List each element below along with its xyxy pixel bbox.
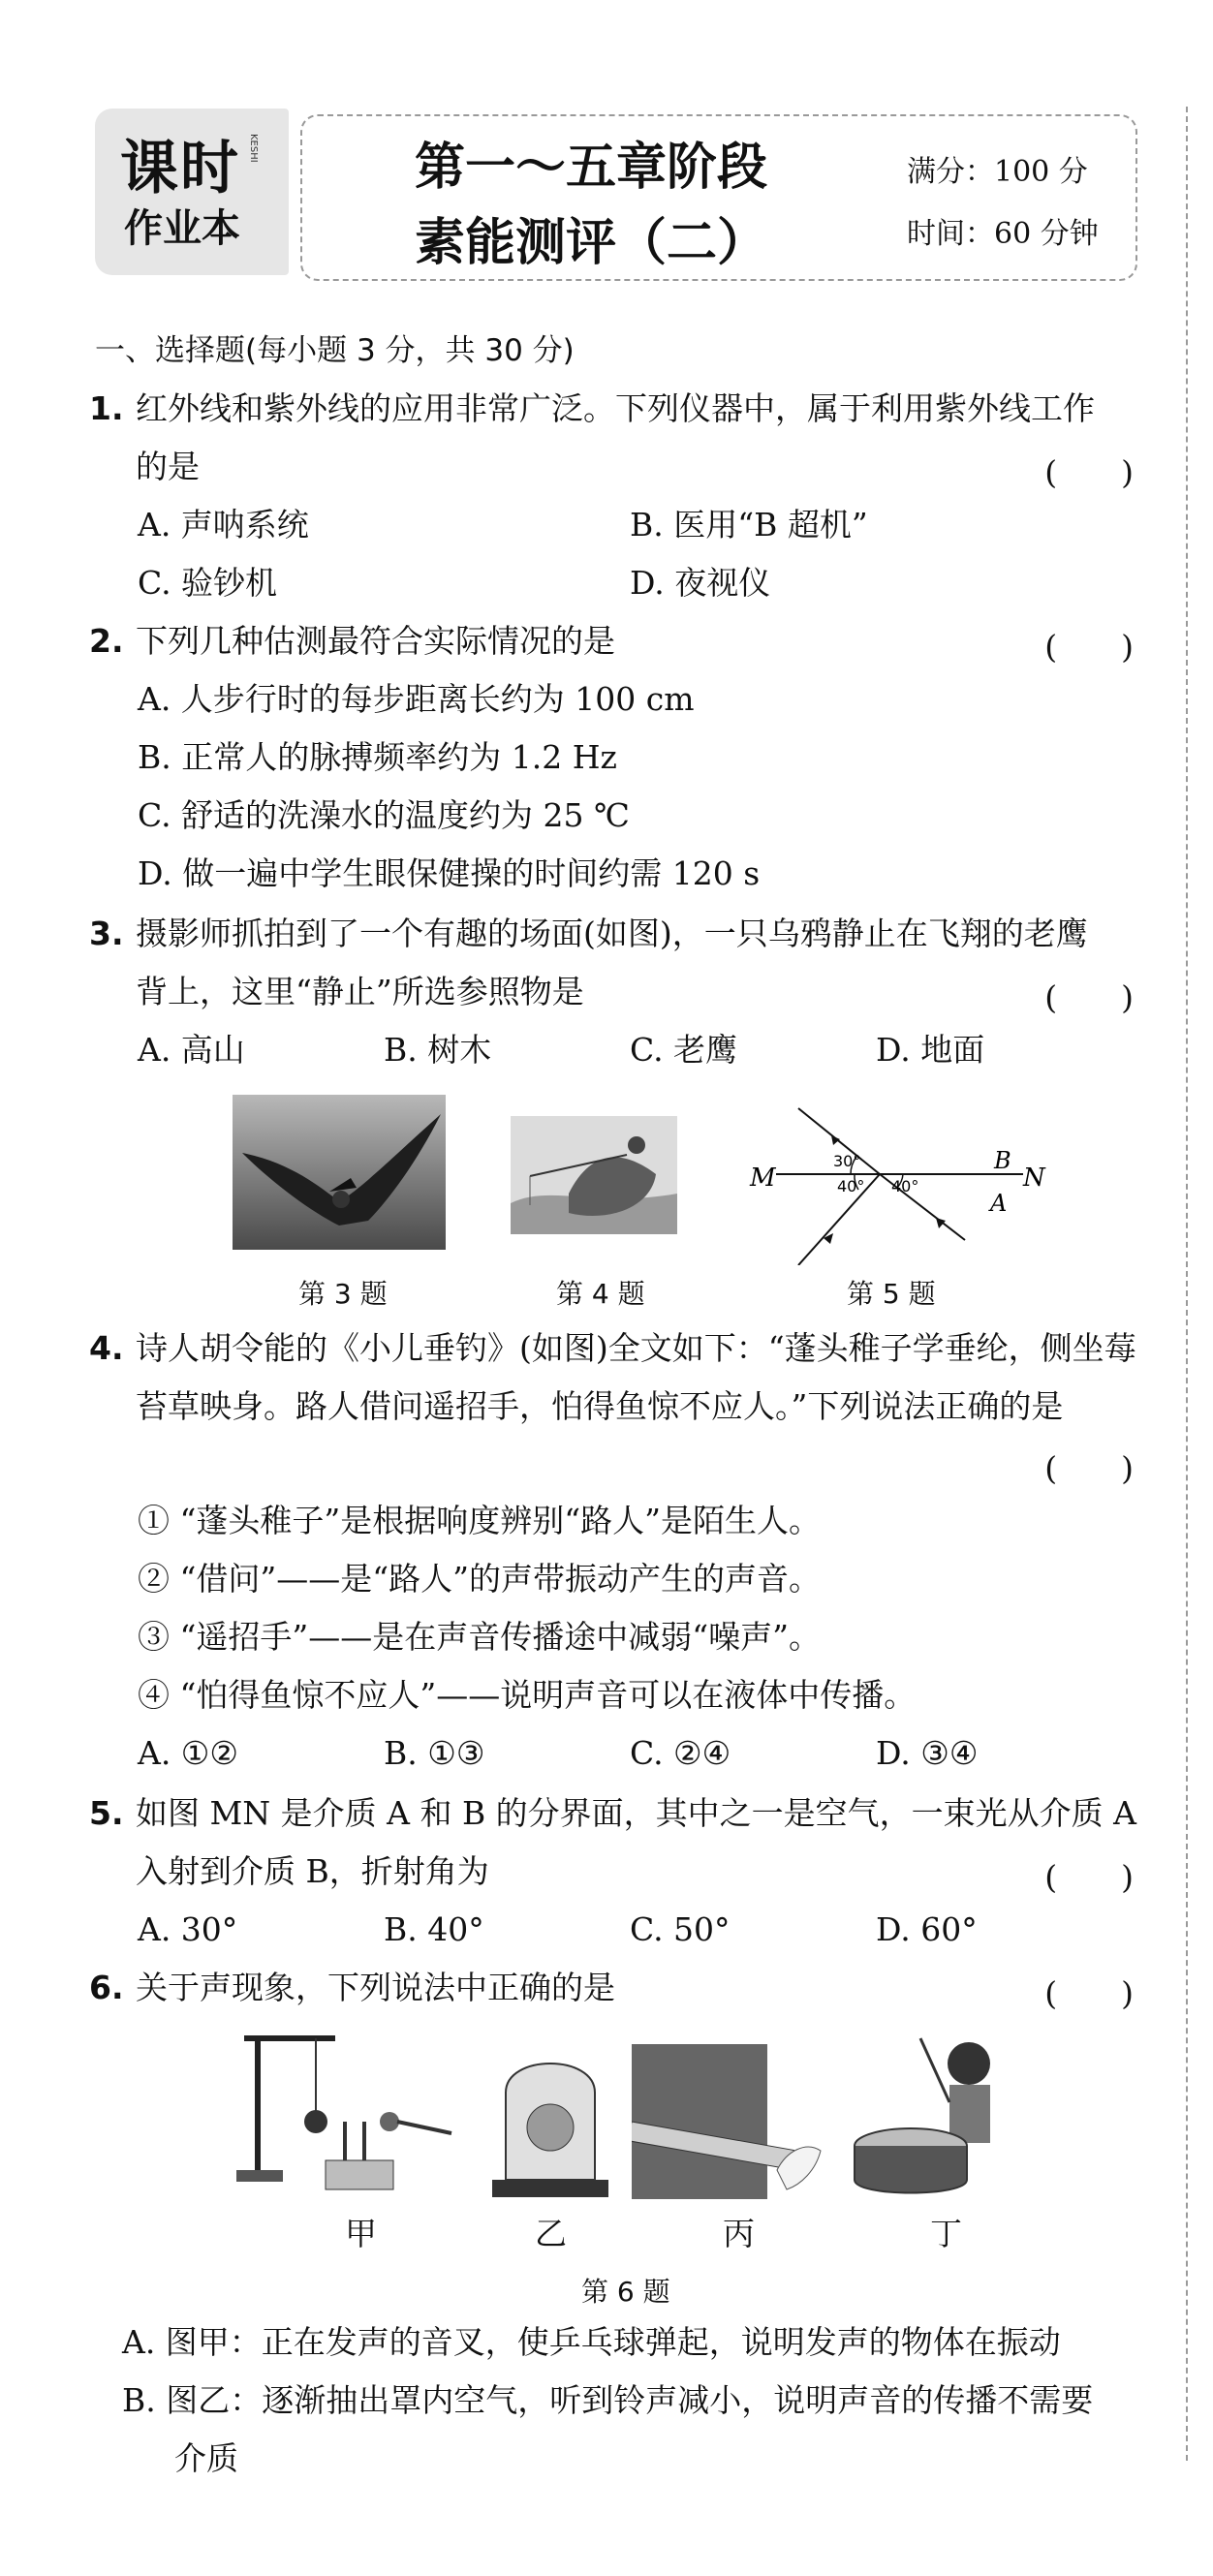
q2-answer-paren[interactable]: ( ) [1044, 628, 1134, 666]
q2-stem: 下列几种估测最符合实际情况的是 [136, 622, 615, 660]
q3-stem-line2: 背上，这里“静止”所选参照物是 [136, 973, 584, 1010]
q5-option-b: B. 40° [384, 1910, 484, 1948]
q6-label-ding: 丁 [930, 2215, 962, 2252]
q6-option-a: A. 图甲：正在发声的音叉，使乒乓球弹起，说明发声的物体在振动 [122, 2323, 1061, 2361]
q5-option-a: A. 30° [138, 1910, 238, 1948]
q4-stem-line1: 诗人胡令能的《小儿垂钓》(如图)全文如下：“蓬头稚子学垂纶，侧坐莓 [136, 1329, 1136, 1367]
logo-line2: 作业本 [124, 206, 240, 251]
logo-small: KESHI [248, 134, 259, 163]
full-score: 满分：100 分 [907, 155, 1088, 189]
q6-figure-drum [853, 2025, 1017, 2199]
q4-answer-paren[interactable]: ( ) [1044, 1449, 1134, 1487]
angle-40-right: 40° [891, 1177, 919, 1195]
q1-option-c: C. 验钞机 [138, 564, 278, 602]
q1-stem-line1: 红外线和紫外线的应用非常广泛。下列仪器中，属于利用紫外线工作 [136, 389, 1095, 427]
q4-option-d: D. ③④ [876, 1734, 979, 1772]
q5-stem-line1: 如图 MN 是介质 A 和 B 的分界面，其中之一是空气，一束光从介质 A [136, 1794, 1137, 1832]
section-heading: 一、选择题(每小题 3 分，共 30 分) [95, 333, 575, 368]
q3-option-b: B. 树木 [384, 1031, 492, 1069]
q5-answer-paren[interactable]: ( ) [1044, 1858, 1134, 1896]
q6-number: 6. [89, 1969, 124, 2006]
q4-caption: 第 4 题 [556, 1278, 645, 1310]
q5-option-d: D. 60° [876, 1910, 978, 1948]
label-m: M [750, 1164, 776, 1193]
q1-option-b: B. 医用“B 超机” [630, 506, 868, 543]
label-a: A [990, 1190, 1008, 1217]
page-title-line1: 第一～五章阶段 [415, 139, 768, 197]
q1-option-d: D. 夜视仪 [630, 564, 771, 602]
time-limit: 时间：60 分钟 [907, 217, 1099, 251]
q6-figure-bell-jar [492, 2044, 608, 2199]
q5-number: 5. [89, 1794, 124, 1832]
q3-answer-paren[interactable]: ( ) [1044, 978, 1134, 1016]
q4-statement-1: ① “蓬头稚子”是根据响度辨别“路人”是陌生人。 [138, 1502, 821, 1539]
q6-option-b-cont: 介质 [174, 2439, 238, 2477]
q6-stem: 关于声现象，下列说法中正确的是 [136, 1969, 615, 2006]
q4-option-a: A. ①② [138, 1734, 238, 1772]
page-title-line2: 素能测评（二） [415, 214, 768, 272]
q5-refraction-diagram [732, 1095, 1062, 1265]
q3-number: 3. [89, 915, 124, 952]
q6-label-yi: 乙 [535, 2215, 567, 2252]
q3-option-c: C. 老鹰 [630, 1031, 738, 1069]
q2-option-b: B. 正常人的脉搏频率约为 1.2 Hz [138, 738, 617, 776]
q4-fishing-photo [511, 1116, 677, 1234]
q1-number: 1. [89, 389, 124, 427]
q6-figure-ruler [632, 2044, 825, 2199]
q4-option-c: C. ②④ [630, 1734, 731, 1772]
q5-stem-line2: 入射到介质 B，折射角为 [136, 1852, 489, 1890]
q1-answer-paren[interactable]: ( ) [1044, 453, 1134, 491]
q2-option-d: D. 做一遍中学生眼保健操的时间约需 120 s [138, 854, 761, 892]
q2-option-a: A. 人步行时的每步距离长约为 100 cm [138, 680, 695, 718]
q4-statement-2: ② “借问”——是“路人”的声带振动产生的声音。 [138, 1560, 821, 1598]
q6-answer-paren[interactable]: ( ) [1044, 1974, 1134, 2012]
q3-stem-line1: 摄影师抓拍到了一个有趣的场面(如图)，一只乌鸦静止在飞翔的老鹰 [136, 915, 1088, 952]
q4-statement-4: ④ “怕得鱼惊不应人”——说明声音可以在液体中传播。 [138, 1676, 917, 1714]
q3-eagle-photo [233, 1095, 446, 1250]
q3-option-a: A. 高山 [138, 1031, 245, 1069]
q2-number: 2. [89, 622, 124, 660]
q6-option-b: B. 图乙：逐渐抽出罩内空气，听到铃声减小，说明声音的传播不需要 [122, 2381, 1094, 2419]
q3-caption: 第 3 题 [298, 1278, 388, 1310]
q6-figure-tuning-fork [229, 2025, 471, 2199]
q5-option-c: C. 50° [630, 1910, 731, 1948]
q3-option-d: D. 地面 [876, 1031, 985, 1069]
label-b: B [994, 1147, 1011, 1174]
q1-option-a: A. 声呐系统 [138, 506, 309, 543]
q4-number: 4. [89, 1329, 124, 1367]
q2-option-c: C. 舒适的洗澡水的温度约为 25 ℃ [138, 796, 630, 834]
angle-30: 30° [833, 1152, 861, 1170]
logo-line1: 课时 [120, 135, 240, 202]
q4-stem-line2: 苔草映身。路人借问遥招手，怕得鱼惊不应人。”下列说法正确的是 [136, 1387, 1064, 1425]
q6-label-bing: 丙 [723, 2215, 755, 2252]
label-n: N [1023, 1164, 1045, 1193]
logo [95, 109, 289, 275]
q6-label-jia: 甲 [345, 2215, 377, 2252]
q5-caption: 第 5 题 [847, 1278, 936, 1310]
angle-40-left: 40° [837, 1177, 865, 1195]
q4-statement-3: ③ “遥招手”——是在声音传播途中减弱“噪声”。 [138, 1618, 821, 1656]
q6-caption: 第 6 题 [581, 2276, 670, 2308]
q4-option-b: B. ①③ [384, 1734, 485, 1772]
margin-dashed-line [1186, 107, 1188, 2461]
q1-stem-line2: 的是 [136, 448, 200, 485]
